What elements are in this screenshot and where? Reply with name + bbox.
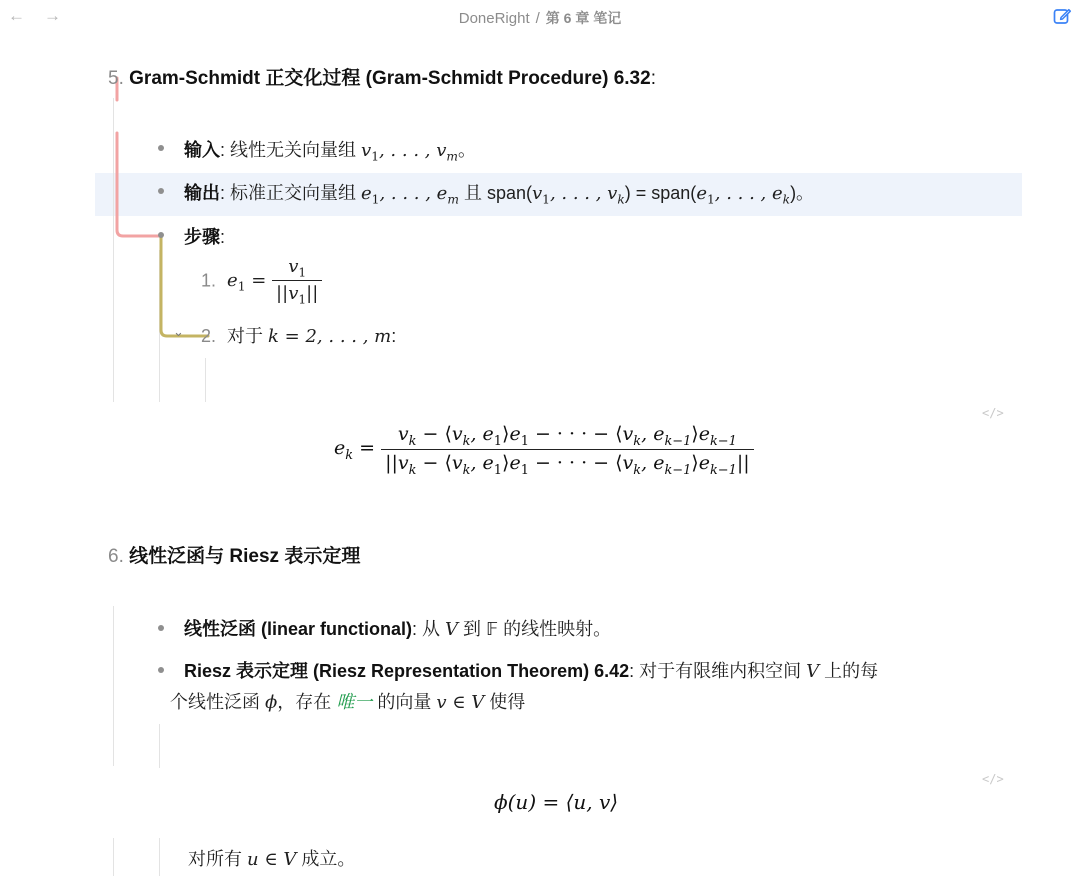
colon: : <box>220 227 226 247</box>
emphasis-unique: 唯一 <box>336 692 373 712</box>
math-u-in-V: u ∈ V <box>247 849 297 870</box>
math-v-in-V: v ∈ V <box>436 692 485 713</box>
gram-schmidt-formula: $e_k$ = $\frac{v_k - ⟨v_k, e_1⟩e_1 - \cdot \cdot \cdot - ⟨v_k, e_{k-1}⟩e_{k-1}}{||v_k - ⟨v_k, e_1⟩e_1 - \cdot \cdot \cdot - ⟨v_k, e_{k-1}⟩e_{k-1}||}$ <box>334 423 754 478</box>
linear-functional-label: 线性泛函 (linear functional) <box>184 619 413 639</box>
code-toggle-icon[interactable]: </> <box>982 772 1004 786</box>
text: 上的每 <box>819 661 879 681</box>
math-phi: ϕ <box>265 692 278 713</box>
input-math: $v_1$, . . . , $v_m$ <box>361 140 458 164</box>
output-math-e2: $e_1$, . . . , $e_k$ <box>696 183 791 207</box>
riesz-item-line-2 <box>170 688 525 714</box>
text: 使得 <box>484 692 526 712</box>
text: 对所有 <box>188 849 248 869</box>
list-number: 5. <box>108 68 124 89</box>
input-label: 输入 <box>184 140 220 160</box>
text: ，存在 <box>277 692 337 712</box>
riesz-formula: ϕ(u) = ⟨u, v⟩ <box>494 790 619 814</box>
code-toggle-icon[interactable]: </> <box>982 406 1004 420</box>
breadcrumb-current-page[interactable]: 第 6 章 笔记 <box>545 10 622 26</box>
breadcrumb-separator: / <box>535 10 540 27</box>
bullet-icon <box>158 188 164 194</box>
section-5-heading <box>108 63 656 90</box>
output-label: 输出 <box>184 183 220 203</box>
math-F: 𝔽 <box>486 619 499 640</box>
output-item <box>184 179 814 207</box>
text: : 对于有限维内积空间 <box>629 661 807 681</box>
bullet-icon <box>158 145 164 151</box>
linear-functional-item <box>184 615 611 641</box>
text: 的线性映射。 <box>498 619 612 639</box>
output-eq: ) = span( <box>624 183 697 203</box>
riesz-label: Riesz 表示定理 (Riesz Representation Theorem) 6.42 <box>184 661 630 681</box>
list-number: 1. <box>201 270 217 291</box>
riesz-item-line-1 <box>184 657 878 683</box>
colon: : <box>391 326 397 346</box>
list-number: 2. <box>201 326 217 346</box>
collapse-chevron-icon[interactable]: ⌄ <box>173 324 184 339</box>
forward-arrow-icon[interactable]: → <box>44 6 61 25</box>
step-1 <box>201 256 322 306</box>
output-mid: 且 span( <box>458 183 532 203</box>
step-2-text: 对于 <box>227 326 269 346</box>
math-V: V <box>445 619 459 640</box>
text: : 从 <box>412 619 446 639</box>
input-end: 。 <box>457 140 476 160</box>
steps-item <box>184 223 225 249</box>
output-math-v: $v_1$, . . . , $v_k$ <box>531 183 625 207</box>
forall-line <box>188 845 355 871</box>
bullet-icon <box>158 667 164 673</box>
colon: : <box>650 68 656 89</box>
bullet-icon <box>158 232 164 238</box>
steps-label: 步骤 <box>184 227 220 247</box>
text: 到 <box>458 619 487 639</box>
output-math-e: $e_1$, . . . , $e_m$ <box>361 183 459 207</box>
step-1-formula: $e_1$ = $\frac{v_1}{||v_1||}$ <box>227 270 322 291</box>
section-6-title: 线性泛函与 Riesz 表示定理 <box>129 546 361 567</box>
text: 个线性泛函 <box>170 692 266 712</box>
back-arrow-icon[interactable]: ← <box>8 6 25 25</box>
list-number: 6. <box>108 546 124 567</box>
text: 成立。 <box>296 849 356 869</box>
text: 的向量 <box>372 692 437 712</box>
section-5-title: Gram-Schmidt 正交化过程 (Gram-Schmidt Procedure) 6.32 <box>129 68 651 89</box>
step-2 <box>201 322 396 348</box>
step-2-condition: k = 2, . . . , m <box>268 326 392 347</box>
breadcrumb-workspace[interactable]: DoneRight <box>458 10 530 27</box>
bullet-icon <box>158 625 164 631</box>
input-text: : 线性无关向量组 <box>220 140 362 160</box>
math-V: V <box>806 661 820 682</box>
input-item <box>184 136 476 164</box>
output-end: )。 <box>790 183 815 203</box>
output-text: : 标准正交向量组 <box>220 183 362 203</box>
section-6-heading <box>108 541 360 568</box>
